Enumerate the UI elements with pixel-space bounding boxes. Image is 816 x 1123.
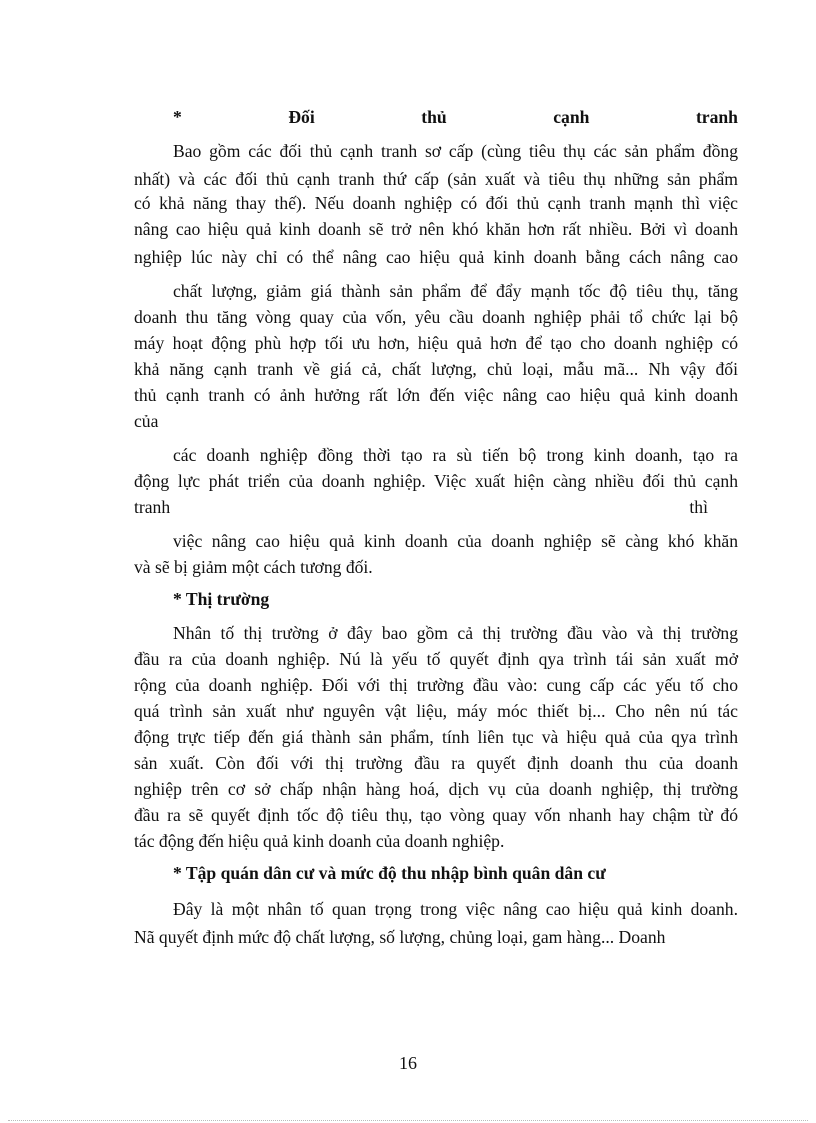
paragraph-line: khả năng cạnh tranh về giá cả, chất lượng, chủ loại, mẫu mã... Nh vậy đối	[134, 359, 738, 379]
paragraph-line: máy hoạt động phù hợp tối ưu hơn, hiệu quả hơn để tạo cho doanh nghiệp có	[134, 333, 738, 353]
paragraph-line: của	[134, 411, 159, 431]
heading-habits: * Tập quán dân cư và mức độ thu nhập bình quân dân cư	[173, 863, 606, 883]
paragraph-line: nghiệp lúc này chỉ có thể nâng cao hiệu quả kinh doanh bằng cách nâng cao	[134, 247, 738, 267]
line-fragment: thì	[689, 497, 708, 517]
paragraph-line: tác động đến hiệu quả kinh doanh của doanh nghiệp.	[134, 831, 505, 851]
paragraph-line: Đây là một nhân tố quan trọng trong việc nâng cao hiệu quả kinh doanh.	[173, 899, 738, 919]
paragraph-line-split	[134, 494, 708, 520]
paragraph-line: Bao gồm các đối thủ cạnh tranh sơ cấp (cùng tiêu thụ các sản phẩm đồng	[173, 141, 738, 161]
paragraph-line: và sẽ bị giảm một cách tương đối.	[134, 557, 373, 577]
line-fragment: tranh	[134, 497, 171, 517]
heading-word: tranh	[695, 107, 738, 127]
paragraph-line: các doanh nghiệp đồng thời tạo ra sù tiến bộ trong kinh doanh, tạo ra	[173, 445, 738, 465]
paragraph-line: thủ cạnh tranh có ảnh hưởng rất lớn đến việc nâng cao hiệu quả kinh doanh	[134, 385, 738, 405]
paragraph-line: Nhân tố thị trường ở đây bao gồm cả thị trường đầu vào và thị trường	[173, 623, 738, 643]
heading-market: * Thị trường	[173, 589, 270, 609]
heading-word: Đối	[288, 107, 315, 127]
paragraph-line: rộng của doanh nghiệp. Đối với thị trường đầu vào: cung cấp các yếu tố cho	[134, 675, 738, 695]
paragraph-line: doanh thu tăng vòng quay của vốn, yêu cầu doanh nghiệp phải tổ chức lại bộ	[134, 307, 738, 327]
page-number: 16	[399, 1053, 417, 1073]
heading-competitor	[173, 104, 738, 130]
paragraph-line: sản xuất. Còn đối với thị trường đầu ra quyết định doanh thu của doanh	[134, 753, 738, 773]
paragraph-line: động trực tiếp đến giá thành sản phẩm, tính liên tục và hiệu quả của qya trình	[134, 727, 738, 747]
paragraph-line: chất lượng, giảm giá thành sản phẩm để đẩy mạnh tốc độ tiêu thụ, tăng	[173, 281, 738, 301]
footer-divider	[8, 1120, 808, 1121]
paragraph-line: Nã quyết định mức độ chất lượng, số lượng, chủng loại, gam hàng... Doanh	[134, 927, 666, 947]
paragraph-line: nâng cao hiệu quả kinh doanh sẽ trở nên khó khăn hơn rất nhiều. Bởi vì doanh	[134, 219, 738, 239]
paragraph-line: động lực phát triển của doanh nghiệp. Việc xuất hiện càng nhiều đối thủ cạnh	[134, 471, 738, 491]
paragraph-line: có khả năng thay thế). Nếu doanh nghiệp có đối thủ cạnh tranh mạnh thì việc	[134, 193, 738, 213]
paragraph-line: việc nâng cao hiệu quả kinh doanh của doanh nghiệp sẽ càng khó khăn	[173, 531, 738, 551]
paragraph-line: đầu ra sẽ quyết định tốc độ tiêu thụ, tạo vòng quay vốn nhanh hay chậm từ đó	[134, 805, 738, 825]
paragraph-line: quá trình sản xuất như nguyên vật liệu, máy móc thiết bị... Cho nên nú tác	[134, 701, 738, 721]
paragraph-line: nghiệp trên cơ sở chấp nhận hàng hoá, dịch vụ của doanh nghiệp, thị trường	[134, 779, 738, 799]
heading-star: *	[173, 107, 182, 127]
heading-word: cạnh	[553, 107, 590, 127]
heading-word: thủ	[421, 107, 447, 127]
paragraph-line: đầu ra của doanh nghiệp. Nú là yếu tố quyết định qya trình tái sản xuất mở	[134, 649, 738, 669]
paragraph-line: nhất) và các đối thủ cạnh tranh thứ cấp (sản xuất và tiêu thụ những sản phẩm	[134, 169, 738, 189]
